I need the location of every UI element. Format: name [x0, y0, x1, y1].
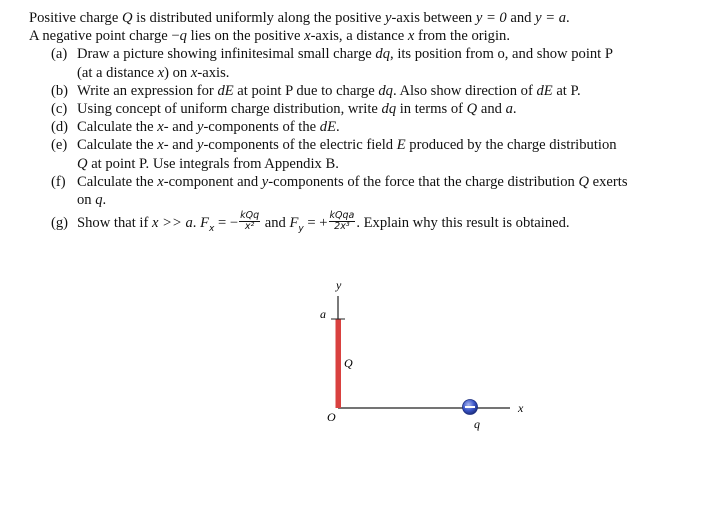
part-e: (e) Calculate the x- and y-components of the electric field E produced by the charge distribution Q at point P. Use integrals from Appendix B. — [51, 137, 617, 172]
part-g: (g) Show that if x >> a. $F_x$ = − $\frac{\text{kQq}}{\text{x²}}$ and $F_y$ = + $\frac{\text{kQqa}}{\text{2x³}}$ . Explain why this result is obtained. — [51, 210, 570, 235]
q-label: q — [474, 417, 480, 431]
x-axis-label: x — [518, 401, 524, 415]
fraction-fy: $\frac{\text{kQqa}}{\text{2x³}}$ — [329, 210, 355, 233]
intro-line-1: Positive charge Q is distributed uniformly along the positive y-axis between y = 0 and y = a. — [29, 10, 570, 26]
part-d: (d) Calculate the x- and y-components of the dE. — [51, 119, 340, 136]
origin-label: O — [327, 410, 336, 424]
y-axis-label: y — [336, 278, 342, 292]
part-a: (a) Draw a picture showing infinitesimal small charge dq, its position from o, and show point P (at a distance x) on x-axis. — [51, 46, 613, 81]
part-f: (f) Calculate the x-component and y-components of the force that the charge distribution Q exerts on q. — [51, 173, 628, 209]
intro-line-2: A negative point charge −q lies on the positive x-axis, a distance x from the origin. — [29, 28, 510, 45]
fraction-fx: $\frac{\text{kQq}}{\text{x²}}$ — [240, 210, 260, 233]
part-c: (c) Using concept of uniform charge distribution, write dq in terms of Q and a. — [51, 101, 517, 118]
Q-label: Q — [344, 356, 353, 370]
a-label: a — [320, 307, 326, 321]
part-b: (b) Write an expression for dE at point P due to charge dq. Also show direction of dE at P. — [51, 82, 581, 99]
charged-rod — [336, 319, 342, 408]
